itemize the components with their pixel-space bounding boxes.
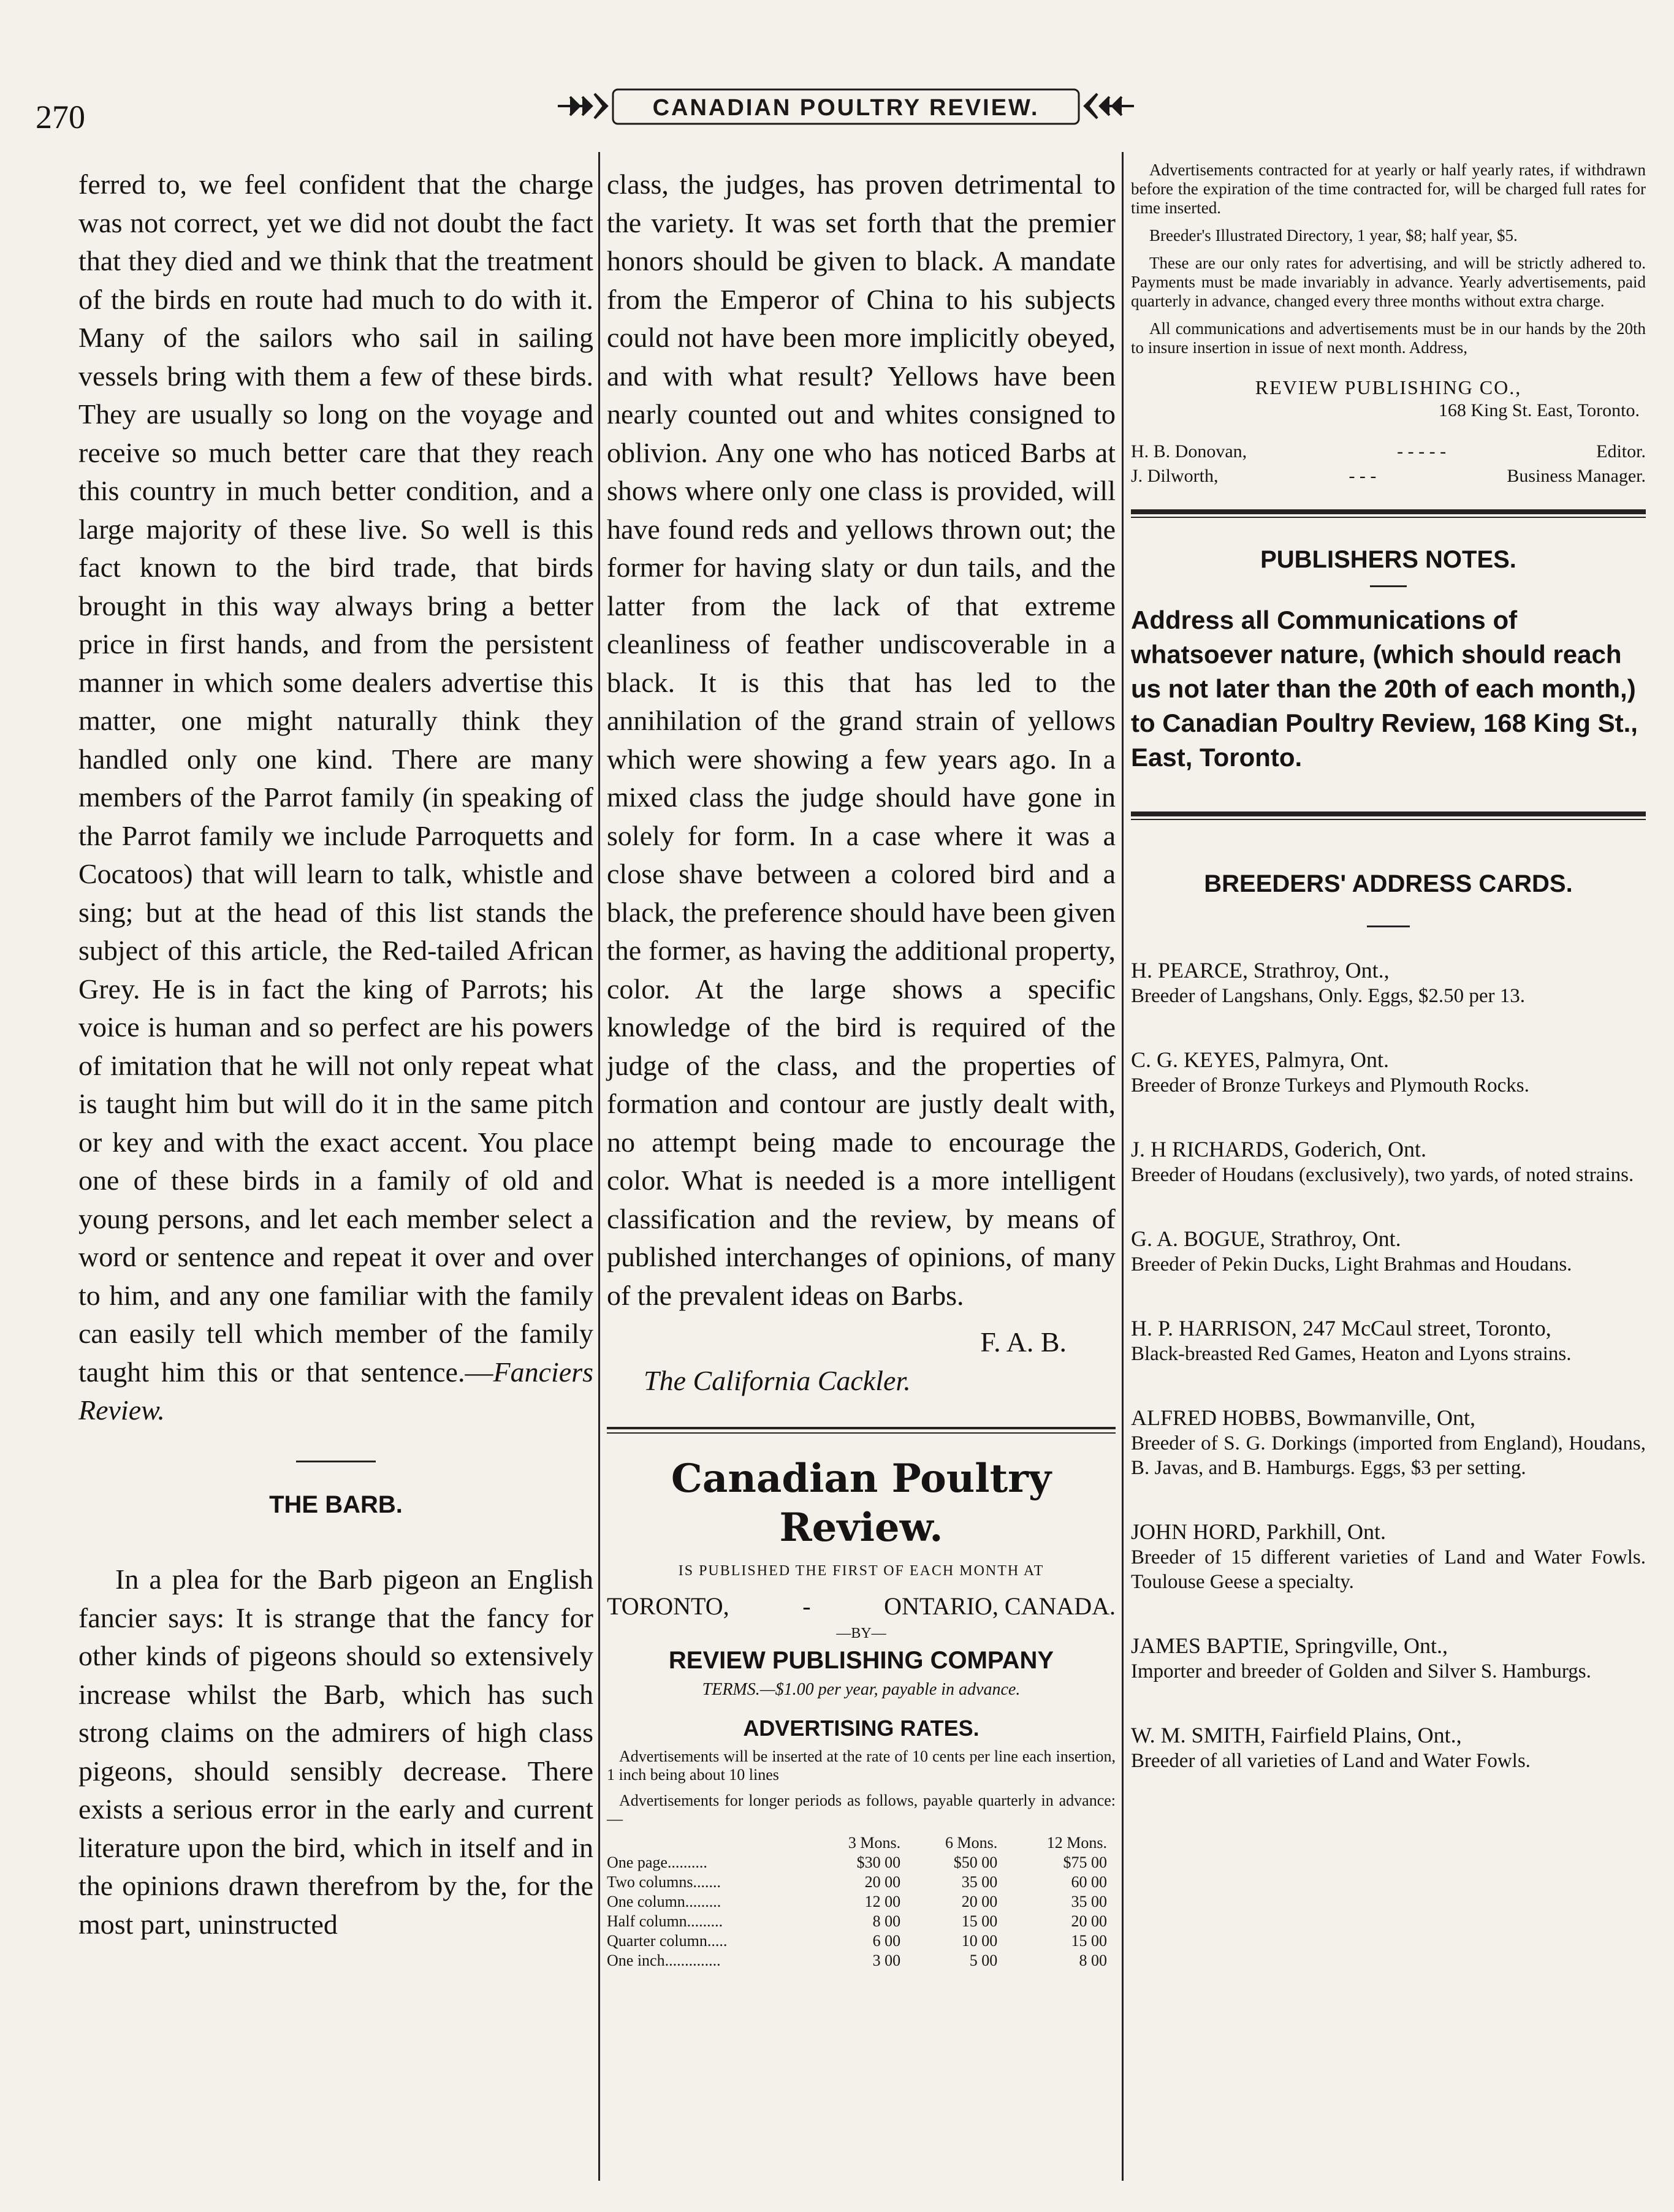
rates-header: 3 Mons.	[848, 1834, 901, 1852]
breeder-name: C. G. KEYES, Palmyra, Ont.	[1131, 1047, 1389, 1072]
short-dash	[1370, 585, 1407, 587]
fine-print-3: These are our only rates for advertising, and will be strictly adhered to. Payments must be made invariably in advance. Yearly advertisements, paid quarterly in advance, changed every three months without extra charge.	[1131, 254, 1646, 310]
rates-cell: 5 00	[969, 1952, 998, 1969]
masthead-ornament-left-icon	[558, 94, 607, 118]
published-line: IS PUBLISHED THE FIRST OF EACH MONTH AT	[678, 1563, 1044, 1579]
breeder-description: Breeder of Langshans, Only. Eggs, $2.50 per 13.	[1131, 985, 1526, 1007]
masthead-ornament-right-icon	[1085, 94, 1134, 118]
rates-header	[607, 1833, 812, 1853]
rates-cell: 20 00	[961, 1893, 998, 1910]
heavy-rule	[1131, 509, 1646, 518]
rates-cell: 15 00	[961, 1912, 998, 1930]
breeder-description: Breeder of S. G. Dorkings (imported from England), Houdans, B. Javas, and B. Hamburgs. Eggs, $3 per setting.	[1131, 1432, 1646, 1479]
barb-paragraph: In a plea for the Barb pigeon an English fancier says: It is strange that the fancy for other kinds of pigeons should so extensively increase whilst the Barb, which has such strong claims on the admirers of high class pigeons, should sensibly decrease. There exists a serious error in the early and current literature upon the bird, which in itself and in the opinions drawn therefrom by the, for the most part, uninstructed	[78, 1564, 593, 1940]
breeder-name: ALFRED HOBBS, Bowmanville, Ont,	[1131, 1405, 1476, 1430]
rates-cell: 35 00	[961, 1873, 998, 1891]
article-source: The California Cackler.	[644, 1364, 911, 1396]
rates-cell: $30 00	[856, 1853, 901, 1871]
barb-continued-paragraph: class, the judges, has proven detrimental to the variety. It was set forth that the premier honors should be given to black. A mandate from the Emperor of China to his subjects could not have been more implicitly obeyed, and with what result? Yellows have been nearly counted out and whites consigned to oblivion. Any one who has noticed Barbs at shows where only one class is provided, will have found reds and yellows thrown out; the former for having slaty or dun tails, and the latter from the lack of that extreme cleanliness of feather undiscoverable in a black. It is this that has led to the annihilation of the grand strain of yellows which were showing a few years ago. In a mixed class the judge should have gone in solely for form. In a case where it was a close shave between a colored bird and a black, the preference should have been given the former, as having the additional property, color. At the large shows a specific knowledge of the bird is required of the judge of the class, and the properties of formation and contour are justly dealt with, no attempt being made to encourage the color. What is needed is a more intelligent classification and the review, by means of published interchanges of opinions, of many of the prevalent ideas on Barbs.	[607, 169, 1116, 1311]
place-province: ONTARIO, CANADA.	[884, 1592, 1116, 1620]
staff-name: H. B. Donovan,	[1131, 441, 1247, 462]
rates-header: 6 Mons.	[945, 1834, 998, 1852]
rates-cell: Two columns.......	[607, 1873, 721, 1891]
section-divider	[296, 1461, 376, 1462]
staff-list	[1131, 439, 1646, 488]
place-city: TORONTO,	[607, 1592, 729, 1620]
rates-cell: 8 00	[872, 1912, 901, 1930]
breeder-card	[1131, 1518, 1646, 1594]
rates-table	[607, 1833, 1116, 1971]
breeder-description: Breeder of Pekin Ducks, Light Brahmas and Houdans.	[1131, 1253, 1572, 1275]
address-block	[1131, 376, 1646, 422]
breeder-card	[1131, 1404, 1646, 1480]
breeder-name: JOHN HORD, Parkhill, Ont.	[1131, 1519, 1387, 1544]
rates-cell: 15 00	[1071, 1932, 1107, 1950]
section-divider	[1367, 925, 1410, 927]
staff-name: J. Dilworth,	[1131, 466, 1219, 486]
rates-cell: One column.........	[607, 1893, 721, 1910]
rates-cell: $75 00	[1063, 1853, 1107, 1871]
breeder-card	[1131, 1632, 1646, 1684]
rates-header-row	[607, 1833, 1116, 1853]
publisher-name: REVIEW PUBLISHING COMPANY	[668, 1647, 1054, 1674]
heavy-rule	[1131, 811, 1646, 820]
staff-dots: - - -	[1349, 466, 1377, 486]
rates-cell: 20 00	[864, 1873, 901, 1891]
breeders-cards-heading: BREEDERS' ADDRESS CARDS.	[1204, 870, 1573, 897]
rates-cell: 20 00	[1071, 1912, 1107, 1930]
breeder-name: G. A. BOGUE, Strathroy, Ont.	[1131, 1226, 1401, 1251]
rates-row	[607, 1951, 1116, 1971]
terms-line: TERMS.—$1.00 per year, payable in advance.	[702, 1680, 1021, 1699]
article-signature: F. A. B.	[980, 1326, 1067, 1358]
ad-rates-text-1: Advertisements will be inserted at the rate of 10 cents per line each insertion, 1 inch being about 10 lines	[607, 1747, 1116, 1784]
advertising-rates-heading: ADVERTISING RATES.	[743, 1716, 980, 1741]
column-3	[1131, 161, 1646, 1811]
breeder-description: Breeder of Bronze Turkeys and Plymouth Rocks.	[1131, 1074, 1529, 1096]
page-number: 270	[36, 99, 85, 135]
barb-heading: THE BARB.	[269, 1491, 403, 1518]
masthead	[552, 78, 1140, 134]
publishers-notes-text: Address all Communications of whatsoever nature, (which should reach us not later than the 20th of each month,) to Canadian Poultry Review, 168 King St., East, Toronto.	[1131, 606, 1638, 772]
address-street: 168 King St. East, Toronto.	[1438, 400, 1640, 420]
rates-cell: 8 00	[1079, 1952, 1107, 1969]
column-2	[607, 165, 1116, 1971]
paper-title: Canadian Poultry Review.	[671, 1456, 1052, 1551]
rates-row	[607, 1912, 1116, 1931]
breeder-description: Breeder of Houdans (exclusively), two yards, of noted strains.	[1131, 1164, 1634, 1186]
breeder-description: Importer and breeder of Golden and Silver S. Hamburgs.	[1131, 1660, 1591, 1682]
rates-row	[607, 1931, 1116, 1951]
rates-cell: Half column.........	[607, 1912, 723, 1930]
masthead-title: CANADIAN POULTRY REVIEW.	[652, 95, 1040, 121]
rates-cell: 3 00	[872, 1952, 901, 1969]
breeder-name: W. M. SMITH, Fairfield Plains, Ont.,	[1131, 1723, 1462, 1747]
article-parrot-text	[78, 165, 593, 1430]
breeder-name: H. P. HARRISON, 247 McCaul street, Toronto,	[1131, 1316, 1551, 1340]
rates-cell: 60 00	[1071, 1873, 1107, 1891]
breeder-card	[1131, 1046, 1646, 1098]
fine-print-1: Advertisements contracted for at yearly or half yearly rates, if withdrawn before the expiration of the time contracted for, will be charged full rates for time inserted.	[1131, 161, 1646, 217]
breeder-card	[1131, 1722, 1646, 1773]
publishers-notes-heading: PUBLISHERS NOTES.	[1260, 546, 1516, 573]
column-divider-left	[598, 152, 600, 2181]
rates-cell: One page..........	[607, 1853, 707, 1871]
staff-row	[1131, 439, 1646, 464]
rates-cell: 35 00	[1071, 1893, 1107, 1910]
breeder-card	[1131, 1136, 1646, 1187]
breeder-card	[1131, 957, 1646, 1008]
breeder-description: Breeder of all varieties of Land and Water Fowls.	[1131, 1750, 1531, 1772]
staff-role: Business Manager.	[1507, 466, 1646, 486]
rates-cell: 12 00	[864, 1893, 901, 1910]
rates-cell: 6 00	[872, 1932, 901, 1950]
rates-cell: One inch..............	[607, 1952, 721, 1969]
rates-row	[607, 1853, 1116, 1872]
parrot-paragraph: ferred to, we feel confident that the charge was not correct, yet we did not doubt the fact that they died and we think that the treatment of the birds en route had much to do with it. Many of the sailors who sail in sailing vessels bring with them a few of these birds. They are usually so long on the voyage and receive so much better care that they reach this country in much better condition, and a large majority of these live. So well is this fact known to the bird trade, that birds brought in this way always bring a better price in first hands, and from the persistent manner in which some dealers advertise this matter, one might naturally think they handled only one kind. There are many members of the Parrot family (in speaking of the Parrot family we include Parroquetts and Cocatoos) that will learn to talk, whistle and sing; but at the head of this list stands the subject of this article, the Red-tailed African Grey. He is in fact the king of Parrots; his voice is human and so perfect are his powers of imitation that he will not only repeat what is taught him but will do it in the same pitch or key and with the exact accent. You place one of these birds in a family of old and young persons, and let each member select a word or sentence and repeat it over and over to him, and any one familiar with the family can easily tell which member of the family taught him this or that sentence.—	[78, 169, 593, 1388]
breeder-card	[1131, 1225, 1646, 1277]
rates-cell: $50 00	[953, 1853, 998, 1871]
ad-rates-text-2: Advertisements for longer periods as follows, payable quarterly in advance:—	[607, 1792, 1116, 1828]
column-1	[78, 165, 593, 1944]
breeder-description: Breeder of 15 different varieties of Land and Water Fowls. Toulouse Geese a specialty.	[1131, 1546, 1646, 1593]
rates-row	[607, 1872, 1116, 1892]
breeder-card	[1131, 1315, 1646, 1366]
parrot-source: Fanciers Review.	[78, 1356, 593, 1426]
breeder-name: J. H RICHARDS, Goderich, Ont.	[1131, 1137, 1426, 1161]
place-dash: -	[802, 1592, 811, 1620]
rates-header: 12 Mons.	[1046, 1834, 1107, 1852]
fine-print-4: All communications and advertisements must be in our hands by the 20th to insure insertion in issue of next month. Address,	[1131, 319, 1646, 357]
address-company: REVIEW PUBLISHING CO.,	[1255, 376, 1522, 398]
by-line: —BY—	[836, 1625, 886, 1641]
staff-dots: - - - - -	[1397, 441, 1447, 462]
rates-cell: 10 00	[961, 1932, 998, 1950]
breeder-name: JAMES BAPTIE, Springville, Ont.,	[1131, 1633, 1448, 1658]
double-rule	[607, 1427, 1116, 1434]
staff-role: Editor.	[1596, 441, 1646, 462]
breeder-description: Black-breasted Red Games, Heaton and Lyons strains.	[1131, 1343, 1572, 1365]
column-divider-right	[1122, 152, 1124, 2181]
breeder-name: H. PEARCE, Strathroy, Ont.,	[1131, 958, 1390, 982]
rates-row	[607, 1892, 1116, 1912]
staff-row	[1131, 464, 1646, 488]
place-line	[607, 1589, 1116, 1624]
rates-cell: Quarter column.....	[607, 1932, 728, 1950]
fine-print-2: Breeder's Illustrated Directory, 1 year, $8; half year, $5.	[1149, 226, 1518, 245]
